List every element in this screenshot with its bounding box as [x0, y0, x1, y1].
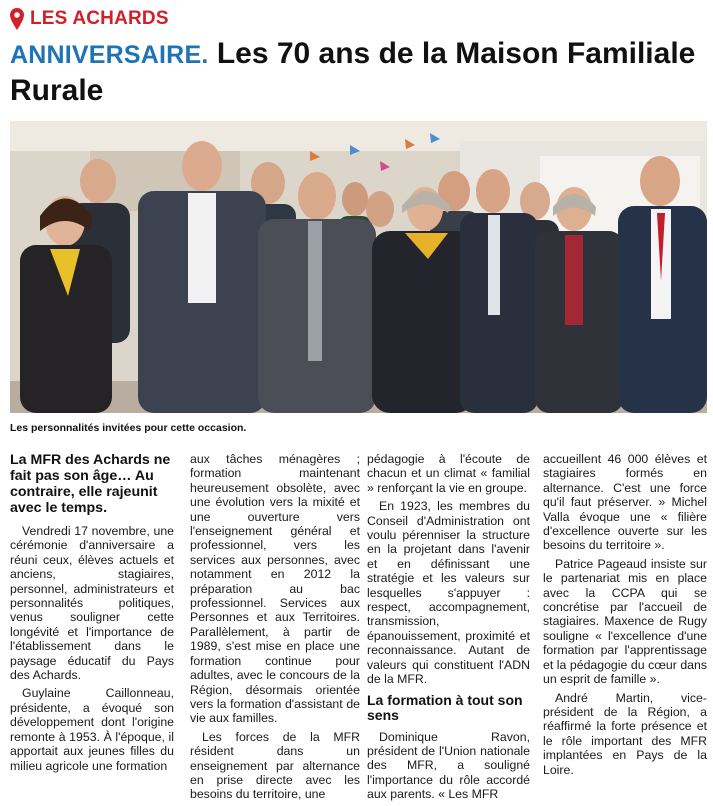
paragraph: Vendredi 17 novembre, une cérémonie d'anniversaire a réuni ceux, élèves actuels et anciens, stagiaires, personnel, administrateurs et personnalités politiques, venus souligner cette longévité et l'importance de l'établissement dans le paysage éducatif du Pays des Achards. — [10, 524, 174, 683]
paragraph: pédagogie à l'écoute de chacun et un climat « familial » renforçant la vie en groupe. — [367, 452, 530, 495]
rubric-label: ANNIVERSAIRE. — [10, 41, 209, 69]
paragraph: Guylaine Caillonneau, présidente, a évoqué son développement dont l'origine remonte à 1953. À l'époque, il apportait aux jeunes filles du milieu agricole une formation — [10, 686, 174, 773]
photo-caption: Les personnalités invitées pour cette occasion. — [10, 422, 247, 434]
article-column-1 — [10, 452, 174, 777]
paragraph: Dominique Ravon, président de l'Union nationale des MFR, a souligné l'importance du rôle accordé aux parents. « Les MFR — [367, 729, 530, 802]
paragraph: Les forces de la MFR résident dans un enseignement par alternance en prise directe avec les besoins du territoire, une — [190, 729, 360, 802]
map-pin-icon — [10, 8, 24, 30]
article-column-3 — [367, 452, 530, 806]
paragraph: Patrice Pageaud insiste sur le partenariat mis en place avec la CCPA qui se concrétise par l'accueil de stagiaires. Maxence de Rugy souligne « l'excellence d'une formation par l'apprentissage et la pédagogie du cœur dans un esprit de famille ». — [543, 556, 707, 687]
paragraph: aux tâches ménagères ; formation maintenant heureusement obsolète, avec une évolution vers la mixité et une ouverture vers l'enseignement général et professionnel, vers les services aux personnes, avec notamment en 2012 la préparation au bac professionnel. Services aux Personnes et aux Territoires. Parallèlement, à partir de 1989, s'est mise en place une formation continue pour adultes, avec le concours de la Région, désormais orientée vers la formation d'assistant de vie aux familles. — [190, 452, 360, 726]
paragraph: André Martin, vice-président de la Région, a réaffirmé la forte présence et le rôle important des MFR implantées en Pays de la Loire. — [543, 690, 707, 777]
group-photo-illustration — [10, 121, 707, 413]
article-headline — [10, 36, 710, 108]
group-photo — [10, 121, 707, 413]
article-column-2 — [190, 452, 360, 806]
paragraph: En 1923, les membres du Conseil d'Administration ont voulu pérenniser la structure en la projetant dans l'avenir et en définissant une stratégie et les valeurs sur lesquelles s'appuyer : respect, accompagnement, transmission, épanouissement, proximité et reconnaissance. Autant de valeurs qui constituent l'ADN de la MFR. — [367, 499, 530, 687]
location-kicker — [10, 7, 169, 31]
section-subhead: La formation à tout son sens — [367, 691, 523, 723]
location-label: LES ACHARDS — [30, 8, 169, 29]
headline-title: Les 70 ans de la Maison Familiale Rurale — [10, 37, 696, 107]
article-column-4 — [543, 452, 707, 781]
article-lead: La MFR des Achards ne fait pas son âge… Au contraire, elle rajeunit avec le temps. — [10, 452, 171, 516]
paragraph: accueillent 46 000 élèves et stagiaires formés en alternance. C'est une force qu'il faut préserver. » Michel Valla évoque une « filière d'excellence ouverte sur les besoins du territoire ». — [543, 452, 707, 553]
